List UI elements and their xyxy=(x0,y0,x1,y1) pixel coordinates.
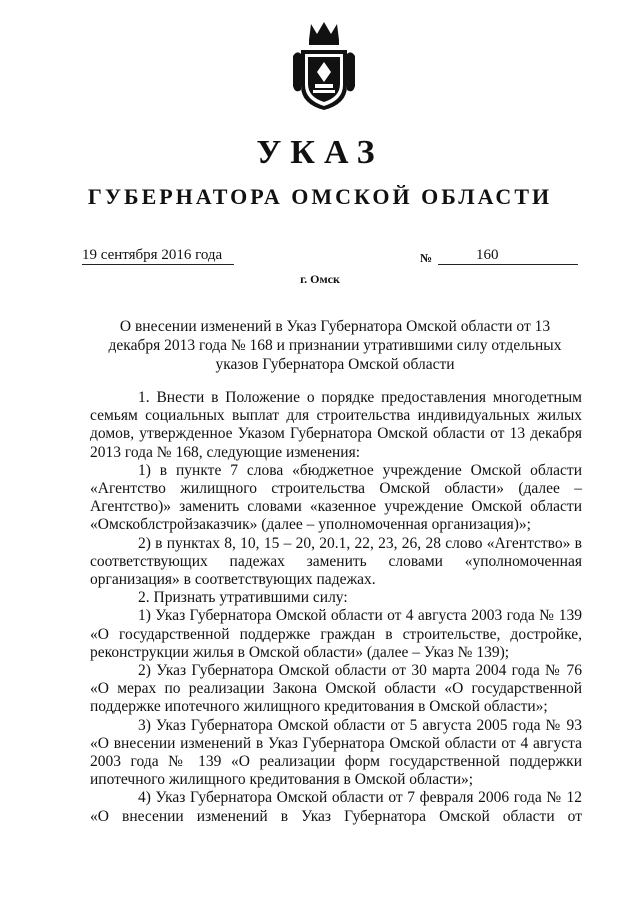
decree-number-label: № xyxy=(420,251,433,265)
paragraph: 3) Указ Губернатора Омской области от 5 августа 2005 года № 93 «О внесении изменений в Указ Губернатора Омской области от 4 августа 2003 года № 139 «О реализации форм государственной поддержки ипотечного жилищного кредитования в Омской области»; xyxy=(90,716,582,789)
document-title: УКАЗ xyxy=(256,134,384,171)
paragraph: 2) Указ Губернатора Омской области от 30 марта 2004 года № 76 «О мерах по реализации Закона Омской области «О государственной поддержке ипотечного жилищного кредитования в Омской области»; xyxy=(90,662,582,716)
paragraph: 2) в пунктах 8, 10, 15 – 20, 20.1, 22, 23, 26, 28 слово «Агентство» в соответствующих падежах заменить словами «уполномоченная организация» в соответствующих падежах. xyxy=(90,534,582,589)
decree-city: г. Омск xyxy=(300,272,340,286)
decree-date: 19 сентября 2016 года xyxy=(82,246,234,265)
paragraph: 1) Указ Губернатора Омской области от 4 августа 2003 года № 139 «О государственной поддержке граждан в строительстве, достройке, реконструкции жилья в Омской области» (далее – Указ № 139); xyxy=(90,607,582,661)
decree-number: 160 xyxy=(438,246,578,265)
paragraph: 2. Признать утратившими силу: xyxy=(138,589,348,607)
paragraph: 1) в пункте 7 слова «бюджетное учреждение Омской области «Агентство жилищного строительства Омской области» (далее – Агентство)» заменить словами «казенное учреждение Омской области «Омскоблстройзаказчик» (далее – уполномоченная организация)»; xyxy=(90,461,582,534)
decree-subject: О внесении изменений в Указ Губернатора Омской области от 13 декабря 2013 года № 168 и признании утратившими силу отдельных указов Губернатора Омской области xyxy=(108,318,562,373)
paragraph: 1. Внести в Положение о порядке предоставления многодетным семьям социальных выплат для строительства индивидуальных жилых домов, утвержденное Указом Губернатора Омской области от 13 декабря 2013 года № 168, следующие изменения: xyxy=(90,389,582,461)
omsk-coat-of-arms-icon xyxy=(291,20,357,112)
paragraph: 4) Указ Губернатора Омской области от 7 февраля 2006 года № 12 «О внесении изменений в Указ Губернатора Омской области от xyxy=(90,789,582,825)
document-body xyxy=(90,389,582,826)
document-subtitle: ГУБЕРНАТОРА ОМСКОЙ ОБЛАСТИ xyxy=(87,184,553,209)
